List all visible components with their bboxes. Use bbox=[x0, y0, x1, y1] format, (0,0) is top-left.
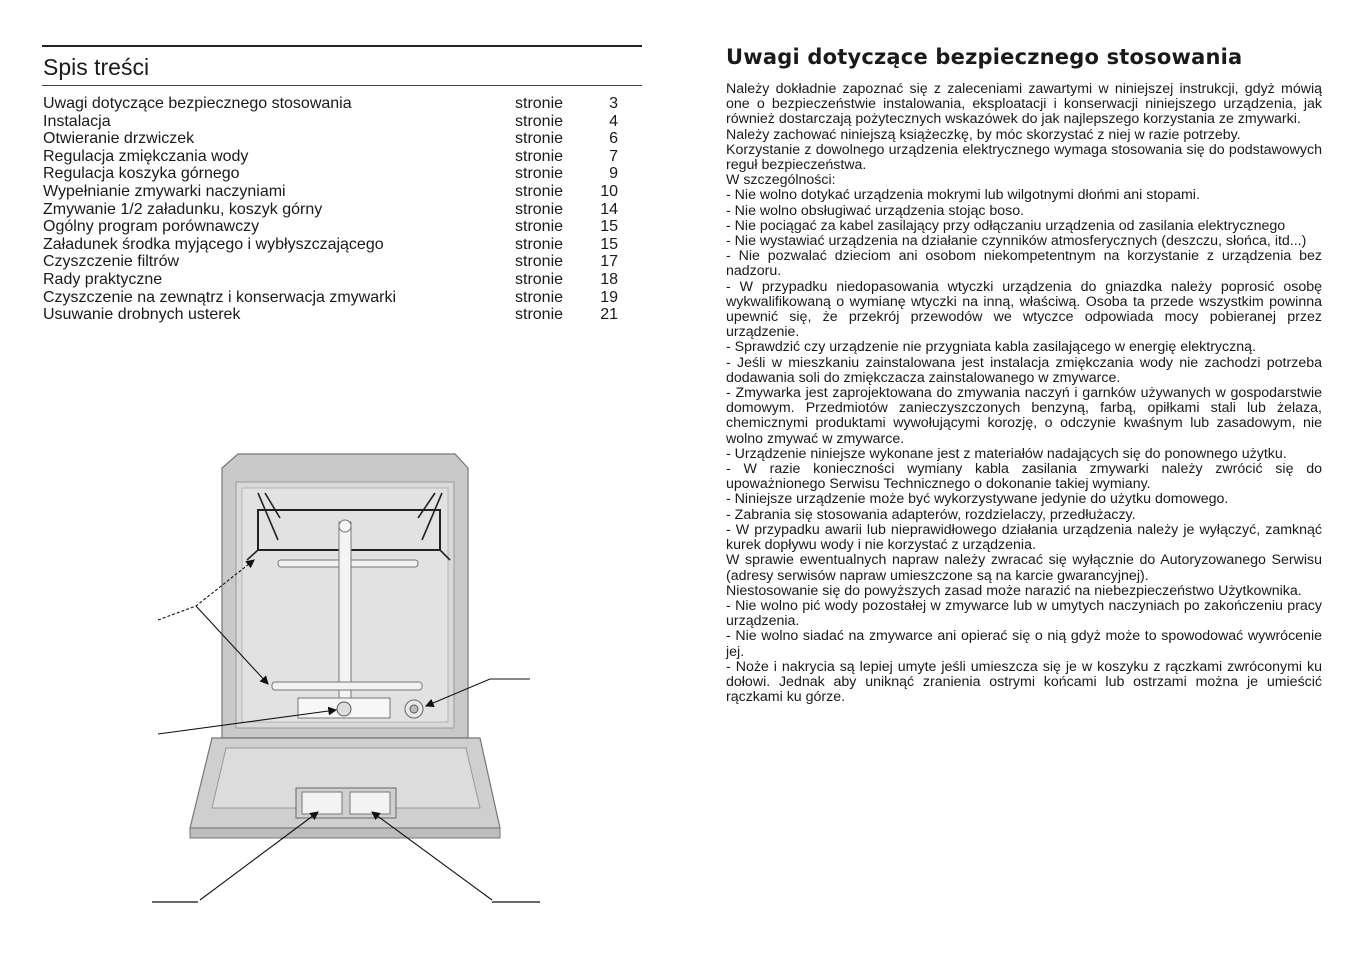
toc-entry-page: 21 bbox=[600, 306, 618, 324]
toc-entry-page: 18 bbox=[600, 270, 618, 288]
toc-entry-label: Wypełnianie zmywarki naczyniami bbox=[43, 182, 286, 200]
toc-entry bbox=[43, 271, 642, 289]
safety-section bbox=[726, 45, 1322, 705]
safety-paragraph: - Noże i nakrycia są lepiej umyte jeśli umieszcza się je w koszyku z rączkami zwróconymi ku dołowi. Jednak aby uniknąć zranienia ostrymi końcami lub ostrzami można je umieścić rączkami ku górze. bbox=[726, 658, 1322, 706]
toc-entry-label: Otwieranie drzwiczek bbox=[43, 130, 195, 148]
safety-paragraph: Korzystanie z dowolnego urządzenia elektrycznego wymaga stosowania się do podstawowych reguł bezpieczeństwa. bbox=[726, 141, 1322, 174]
toc-entry-page: 10 bbox=[600, 182, 618, 200]
toc-entry-label: Czyszczenie na zewnątrz i konserwacja zmywarki bbox=[43, 288, 396, 306]
table-of-contents bbox=[42, 45, 642, 324]
toc-entry-label: Rady praktyczne bbox=[43, 270, 163, 288]
toc-entry-page: 19 bbox=[600, 288, 618, 306]
toc-entry-page: 15 bbox=[600, 218, 618, 236]
safety-paragraph: - Zabrania się stosowania adapterów, rozdzielaczy, przedłużaczy. bbox=[726, 506, 1136, 523]
toc-entry-word: stronie bbox=[515, 270, 564, 288]
toc-entry-label: Czyszczenie filtrów bbox=[43, 253, 180, 271]
toc-entry-label: Uwagi dotyczące bezpiecznego stosowania bbox=[43, 95, 352, 112]
toc-entry bbox=[43, 218, 642, 236]
toc-entry-page: 4 bbox=[609, 112, 618, 130]
safety-paragraph: - Nie wolno obsługiwać urządzenia stojąc boso. bbox=[726, 202, 1025, 219]
toc-entry-label: Instalacja bbox=[43, 112, 111, 130]
toc-entry bbox=[43, 289, 642, 307]
safety-paragraph: - Jeśli w mieszkaniu zainstalowana jest instalacja zmiękczania wody nie zachodzi potrzeba dodawania soli do zmiękczacza zainstalowanego w zmywarce. bbox=[726, 354, 1322, 386]
safety-paragraph: W szczególności: bbox=[726, 172, 836, 189]
safety-paragraph: - Nie wystawiać urządzenia na działanie czynników atmosferycznych (deszczu, słońca, itd...) bbox=[726, 233, 1307, 250]
safety-paragraph: Należy dokładnie zapoznać się z zaleceniami zawartymi w niniejszej instrukcji, gdyż mówią one o bezpieczeństwie instalowania, eksploatacji i konserwacji niniejszego urządzenia, jak również dostarczają pożytecznych wskazówek do jak najlepszego korzystania ze zmywarki. bbox=[726, 81, 1322, 128]
toc-entry-word: stronie bbox=[515, 253, 564, 271]
safety-body bbox=[726, 82, 1322, 705]
toc-entry bbox=[43, 236, 642, 254]
safety-paragraph: - Nie wolno dotykać urządzenia mokrymi lub wilgotnymi dłońmi ani stopami. bbox=[726, 187, 1200, 204]
toc-entry-label: Ogólny program porównawczy bbox=[43, 218, 260, 236]
safety-paragraph: - W przypadku niedopasowania wtyczki urządzenia do gniazdka należy poprosić osobę wykwalifikowaną o wymianę wtyczki na inną, właściwą. Osoba ta przede wszystkim powinna upewnić się, że przekrój przewodów we wtyczce odpowiada mocy pobieranej przez urządzenie. bbox=[726, 278, 1322, 341]
toc-entry-word: stronie bbox=[515, 288, 564, 306]
toc-entry bbox=[43, 183, 642, 201]
toc-entry-label: Załadunek środka myjącego i wybłyszczającego bbox=[43, 235, 384, 253]
dishwasher-illustration bbox=[150, 448, 545, 908]
dishwasher-drawing bbox=[150, 448, 545, 908]
toc-entry bbox=[43, 165, 642, 183]
safety-paragraph: - Sprawdzić czy urządzenie nie przygniata kabla zasilającego w energię elektryczną. bbox=[726, 339, 1256, 356]
toc-entry-word: stronie bbox=[515, 218, 564, 236]
toc-entry bbox=[43, 130, 642, 148]
safety-paragraph: Niestosowanie się do powyższych zasad może narazić na niebezpieczeństwo Użytkownika. bbox=[726, 582, 1302, 599]
toc-entry-page: 15 bbox=[600, 235, 618, 253]
toc-list bbox=[42, 86, 642, 324]
toc-entry-page: 9 bbox=[609, 165, 618, 183]
toc-entry bbox=[43, 201, 642, 219]
toc-entry-word: stronie bbox=[515, 112, 564, 130]
toc-entry-page: 3 bbox=[609, 95, 618, 112]
toc-entry-word: stronie bbox=[515, 200, 564, 218]
safety-paragraph: - Urządzenie niniejsze wykonane jest z materiałów nadających się do ponownego użytku. bbox=[726, 445, 1287, 462]
toc-entry-word: stronie bbox=[515, 95, 564, 112]
toc-entry bbox=[43, 148, 642, 166]
toc-entry-word: stronie bbox=[515, 165, 564, 183]
toc-entry-word: stronie bbox=[515, 235, 564, 253]
safety-paragraph: - W przypadku awarii lub nieprawidłowego działania urządzenia należy je wyłączyć, zamknąć kurek dopływu wody i nie korzystać z urządzenia. bbox=[726, 521, 1322, 554]
toc-entry-label: Regulacja zmiękczania wody bbox=[43, 147, 249, 165]
safety-paragraph: W sprawie ewentualnych napraw należy zwracać się wyłącznie do Autoryzowanego Serwisu (adresy serwisów napraw umieszczone są na karcie gwarancyjnej). bbox=[726, 552, 1322, 584]
safety-paragraph: - W razie konieczności wymiany kabla zasilania zmywarki należy zwrócić się do upoważnionego Serwisu Technicznego o dokonanie takiej wymiany. bbox=[726, 461, 1322, 493]
safety-paragraph: - Nie wolno pić wody pozostałej w zmywarce lub w umytych naczyniach po zakończeniu pracy urządzenia. bbox=[726, 597, 1322, 630]
toc-entry-label: Zmywanie 1/2 załadunku, koszyk górny bbox=[43, 200, 323, 218]
toc-entry bbox=[43, 113, 642, 131]
toc-entry-word: stronie bbox=[515, 147, 564, 165]
toc-entry bbox=[43, 95, 642, 113]
toc-entry-page: 6 bbox=[609, 130, 618, 148]
safety-paragraph: - Nie wolno siadać na zmywarce ani opierać się o nią gdyż może to spowodować wywrócenie jej. bbox=[726, 628, 1322, 660]
safety-title: Uwagi dotyczące bezpiecznego stosowania bbox=[726, 45, 1243, 69]
toc-entry-word: stronie bbox=[515, 182, 564, 200]
toc-title: Spis treści bbox=[43, 54, 150, 80]
toc-entry-word: stronie bbox=[515, 306, 564, 324]
toc-entry-page: 7 bbox=[609, 147, 618, 165]
toc-entry-word: stronie bbox=[515, 130, 564, 148]
toc-entry-label: Regulacja koszyka górnego bbox=[43, 165, 240, 183]
toc-entry-page: 17 bbox=[600, 253, 618, 271]
safety-paragraph: - Zmywarka jest zaprojektowana do zmywania naczyń i garnków używanych w gospodarstwie domowym. Przedmiotów zanieczyszczonych benzyną, farbą, opiłkami stali lub żelaza, chemicznymi produktami wywołującymi korozję, o odczynie kwaśnym lub zasadowym, nie wolno zmywać w zmywarce. bbox=[726, 385, 1322, 447]
toc-entry bbox=[43, 306, 642, 324]
toc-entry-label: Usuwanie drobnych usterek bbox=[43, 306, 241, 324]
toc-entry bbox=[43, 253, 642, 271]
toc-entry-page: 14 bbox=[600, 200, 618, 218]
safety-paragraph: - Nie pozwalać dzieciom ani osobom niekompetentnym na korzystanie z urządzenia bez nadzoru. bbox=[726, 248, 1322, 280]
safety-paragraph: Należy zachować niniejszą książeczkę, by móc skorzystać z niej w razie potrzeby. bbox=[726, 126, 1241, 143]
safety-paragraph: - Nie pociągać za kabel zasilający przy odłączaniu urządzenia od zasilania elektrycznego bbox=[726, 217, 1286, 234]
safety-paragraph: - Niniejsze urządzenie może być wykorzystywane jedynie do użytku domowego. bbox=[726, 491, 1229, 508]
